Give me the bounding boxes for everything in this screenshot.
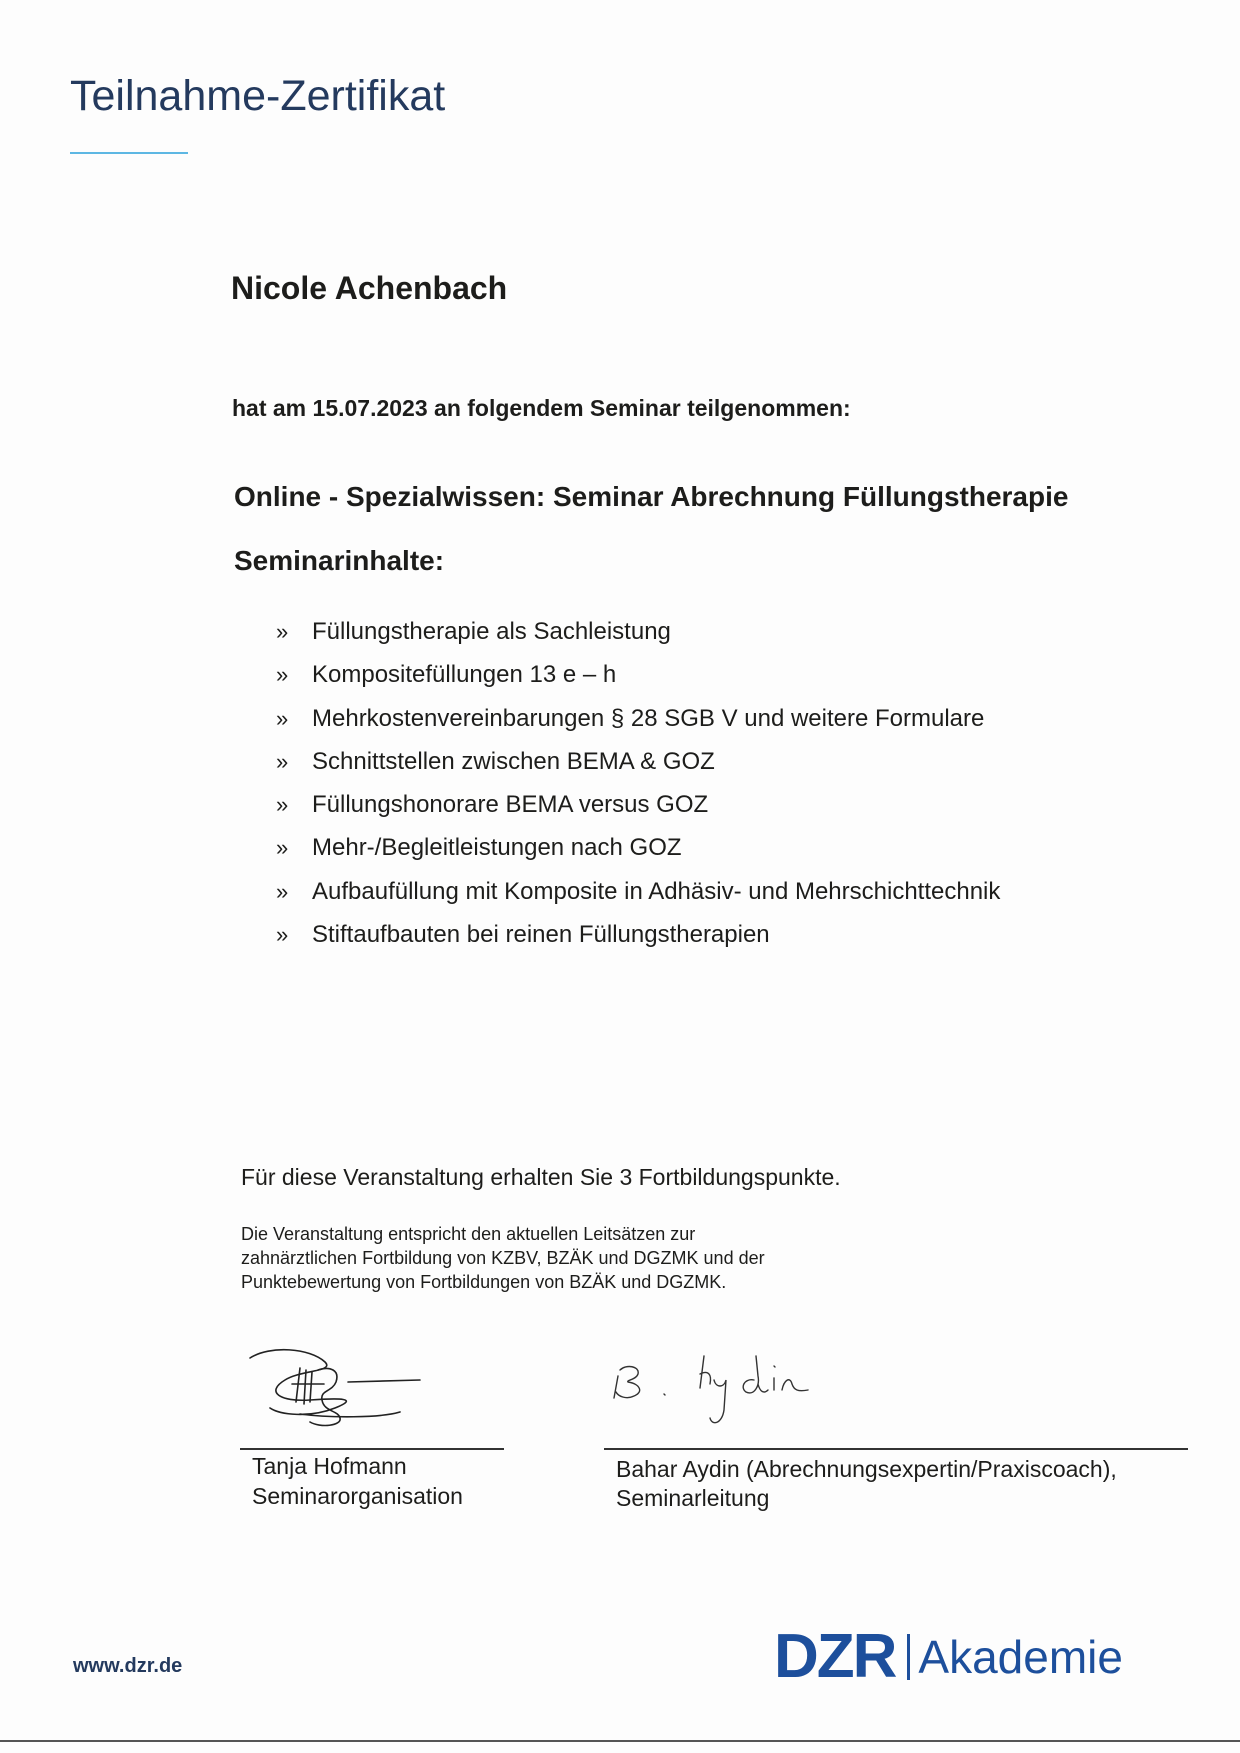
list-item-text: Füllungstherapie als Sachleistung <box>312 618 671 645</box>
seminar-contents-list <box>276 617 1000 963</box>
signature-line <box>604 1448 1188 1450</box>
bullet-icon: » <box>276 619 289 644</box>
guidelines-line: zahnärztlichen Fortbildung von KZBV, BZÄK und DGZMK und der <box>241 1248 765 1268</box>
list-item <box>276 660 1000 703</box>
bullet-icon: » <box>276 748 289 774</box>
signatory-role: Seminarleitung <box>616 1485 770 1511</box>
bullet-icon: » <box>276 662 289 688</box>
bullet-icon: » <box>276 922 289 948</box>
attendance-statement: hat am 15.07.2023 an folgendem Seminar teilgenommen: <box>232 395 851 421</box>
list-item <box>276 704 1000 747</box>
bullet-icon: » <box>276 705 289 731</box>
participant-name: Nicole Achenbach <box>231 270 508 306</box>
handwritten-signature-icon <box>604 1340 864 1440</box>
list-item-text: Aufbaufüllung mit Komposite in Adhäsiv- und Mehrschichttechnik <box>312 877 1001 905</box>
seminar-title: Online - Spezialwissen: Seminar Abrechnung Füllungstherapie <box>234 481 1069 512</box>
signatory-name: Bahar Aydin (Abrechnungsexpertin/Praxiscoach), <box>616 1456 1117 1482</box>
list-item <box>276 790 1000 833</box>
list-item <box>276 617 1000 660</box>
list-item-text: Mehr-/Begleitleistungen nach GOZ <box>312 834 682 862</box>
certificate-title: Teilnahme-Zertifikat <box>70 72 446 120</box>
list-item <box>276 920 1000 963</box>
list-item <box>276 833 1000 876</box>
logo-separator <box>907 1634 910 1680</box>
handwritten-signature-icon <box>240 1340 440 1445</box>
continuing-education-points: Für diese Veranstaltung erhalten Sie 3 Fortbildungspunkte. <box>241 1164 841 1190</box>
dzr-akademie-logo <box>774 1622 1123 1692</box>
guidelines-statement <box>241 1222 941 1294</box>
bullet-icon: » <box>276 878 289 904</box>
title-accent-rule <box>70 152 188 154</box>
signatory-role: Seminarorganisation <box>252 1483 463 1509</box>
bullet-icon: » <box>276 835 289 861</box>
page-bottom-edge <box>0 1740 1240 1742</box>
logo-text: Akademie <box>918 1631 1123 1683</box>
list-item-text: Füllungshonorare BEMA versus GOZ <box>312 791 709 819</box>
guidelines-line: Punktebewertung von Fortbildungen von BZÄK und DGZMK. <box>241 1272 727 1292</box>
signature-line <box>240 1448 504 1450</box>
signatory-name: Tanja Hofmann <box>252 1453 407 1479</box>
website-url: www.dzr.de <box>73 1655 183 1677</box>
bullet-icon: » <box>276 792 289 818</box>
list-item <box>276 877 1000 920</box>
list-item-text: Mehrkostenvereinbarungen § 28 SGB V und weitere Formulare <box>312 704 985 732</box>
list-item-text: Kompositefüllungen 13 e – h <box>312 661 617 689</box>
list-item <box>276 747 1000 790</box>
list-item-text: Schnittstellen zwischen BEMA & GOZ <box>312 747 715 775</box>
seminar-contents-heading: Seminarinhalte: <box>234 545 445 576</box>
list-item-text: Stiftaufbauten bei reinen Füllungstherapien <box>312 921 770 949</box>
guidelines-line: Die Veranstaltung entspricht den aktuellen Leitsätzen zur <box>241 1224 696 1244</box>
logo-mark: DZR <box>774 1622 896 1691</box>
